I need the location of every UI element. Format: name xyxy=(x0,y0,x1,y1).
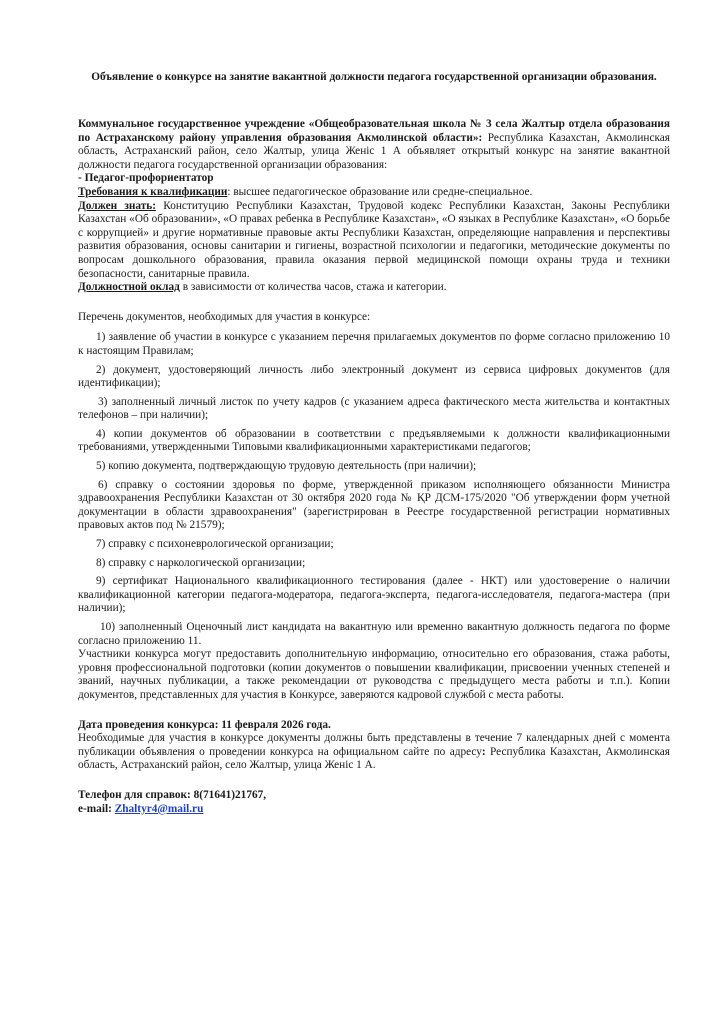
intro-paragraph xyxy=(78,118,670,172)
document-item: 4) копии документов об образовании в соответствии с предъявляемыми к должности квалификационными требованиями, утвержденными Типовыми квалификационными характеристиками педагогов; xyxy=(78,427,670,454)
additional-info-paragraph: Участники конкурса могут предоставить дополнительную информацию, относительно его образования, стажа работы, уровня профессиональной подготовки (копии документов о повышении квалификации, присвоении ученных степеней и званий, научных публикации, а также рекомендации от руководства с предыдущего места работы и т.п.). Копии документов, представленных для участия в Конкурсе, заверяются кадровой службой с места работы. xyxy=(78,648,670,701)
document-item: 8) справку с наркологической организации; xyxy=(96,556,306,569)
submission-address: Республика Казахстан, Акмолинская область, Астраханский район, село Жалтыр, улица Женіс 1 А. xyxy=(78,745,670,772)
must-know-paragraph xyxy=(78,200,670,282)
salary-label: Должностной оклад xyxy=(78,281,180,294)
qualification-paragraph xyxy=(78,186,670,200)
document-item: 5) копию документа, подтверждающую трудовую деятельность (при наличии); xyxy=(96,460,477,473)
email-link[interactable]: Zhaltyr4@mail.ru xyxy=(114,802,204,815)
document-item: 3) заполненный личный листок по учету кадров (с указанием адреса фактического места жительства и контактных телефонов – при наличии); xyxy=(78,395,670,422)
email-label: e-mail: xyxy=(78,802,115,815)
submission-text: Необходимые для участия в конкурсе документы должны быть представлены в течение 7 календарных дней с момента публикации объявления о проведении конкурса на официальном сайте по адресу xyxy=(78,732,670,758)
intro-text: Республика Казахстан, Акмолинская область, Астраханский район, село Жалтыр, улица Женіс 1 А объявляет открытый конкурс на занятие вакантной должности педагога государственной организации образования: xyxy=(78,131,670,171)
contest-date: Дата проведения конкурса: 11 февраля 2026 года. xyxy=(78,718,331,731)
organization-name: Коммунальное государственное учреждение «Общеобразовательная школа № 3 села Жалтыр отдела образования по Астраханскому району управления образования Акмолинской области»: xyxy=(78,118,670,144)
must-know-text: Конституцию Республики Казахстан, Трудовой кодекс Республики Казахстан, Законы Республики Казахстан «Об образовании», «О правах ребенка в Республике Казахстан», «О языках в Республике Казахстан», «О борьбе с коррупцией» и другие нормативные правовые акты Республики Казахстан, определяющие направления и перспективы развития образования, основы санитарии и гигиены, возрастной психологии и педагогики, методические документы по вопросам дошкольного образования, правила оказания первой медицинской помощи охраны труда и техники безопасности, санитарные правила. xyxy=(78,199,670,280)
salary-paragraph xyxy=(78,281,670,295)
document-item: 6) справку о состоянии здоровья по форме, утвержденной приказом исполняющего обязанности Министра здравоохранения Республики Казахстан от 30 октября 2020 года № ҚР ДСМ-175/2020 "Об утверждении форм учетной документации в области здравоохранения" (зарегистрирован в Реестре государственной регистрации нормативных правовых актов под № 21579); xyxy=(78,478,670,532)
document-item: 9) сертификат Национального квалификационного тестирования (далее - НКТ) или удостоверение о наличии квалификационной категории педагога-модератора, педагога-эксперта, педагога-исследователя, педагога-мастера (при наличии); xyxy=(78,575,670,615)
qualification-label: Требования к квалификации xyxy=(78,185,228,198)
position-title: - Педагог-профориентатор xyxy=(78,172,214,185)
document-page xyxy=(78,70,670,816)
document-title: Объявление о конкурсе на занятие вакантной должности педагога государственной организации образования. xyxy=(91,71,657,83)
documents-list xyxy=(78,331,670,648)
must-know-label: Должен знать: xyxy=(78,199,157,212)
email-line xyxy=(78,803,670,817)
document-item: 10) заполненный Оценочный лист кандидата на вакантную или временно вакантную должность педагога по форме согласно приложению 11. xyxy=(78,621,670,647)
submission-colon: : xyxy=(481,745,486,758)
document-item: 7) справку с психоневрологической организации; xyxy=(96,538,334,551)
submission-paragraph xyxy=(78,732,670,773)
document-item: 1) заявление об участии в конкурсе с указанием перечня прилагаемых документов по форме согласно приложению 10 к настоящим Правилам; xyxy=(78,331,670,357)
salary-text: в зависимости от количества часов, стажа и категории. xyxy=(179,281,447,294)
qualification-text: : высшее педагогическое образование или средне-специальное. xyxy=(227,185,533,198)
phone-line: Телефон для справок: 8(71641)21767, xyxy=(78,788,267,801)
documents-heading: Перечень документов, необходимых для участия в конкурсе: xyxy=(78,310,371,323)
document-item: 2) документ, удостоверяющий личность либо электронный документ из сервиса цифровых документов (для идентификации); xyxy=(78,363,670,390)
